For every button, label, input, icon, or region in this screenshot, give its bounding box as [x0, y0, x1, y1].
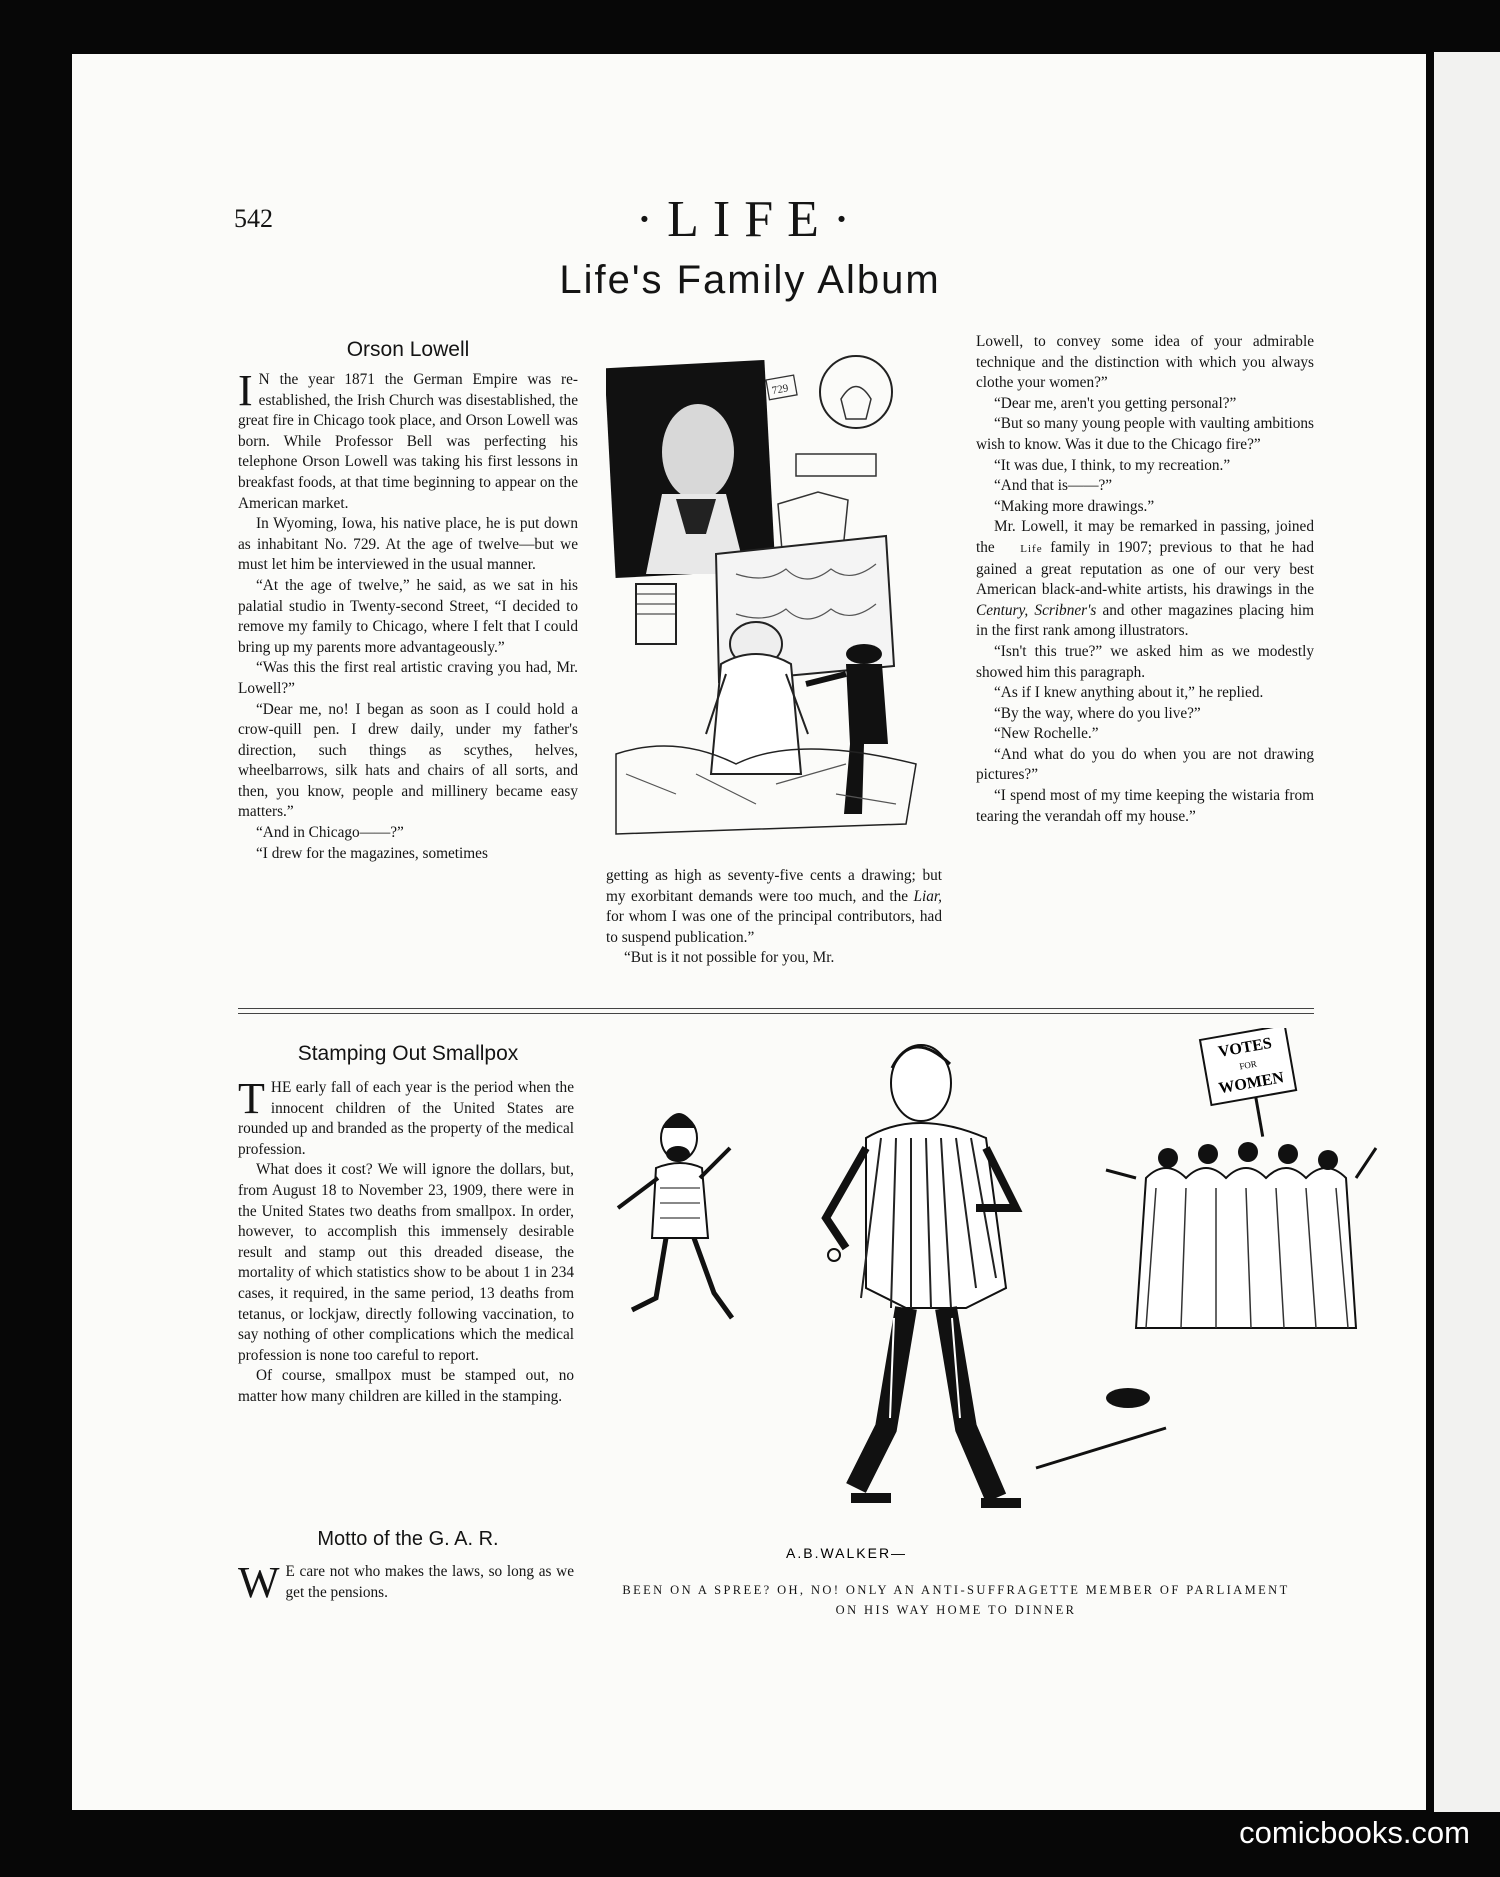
paragraph: E care not who makes the laws, so long as we get the pensions.: [285, 1563, 574, 1601]
article1-column3: [976, 332, 1314, 827]
paragraph: “By the way, where do you live?”: [994, 704, 1201, 722]
paragraph: “Dear me, no! I began as soon as I could hold a crow-quill pen. I drew daily, under my father's direction, such things as scythes, helves, wheelbarrows, silk hats and chairs of all sorts, and then, you know, people and millinery became easy matters.”: [238, 700, 578, 821]
lowell-portrait-illustration: [606, 354, 926, 844]
paragraph: “Dear me, aren't you getting personal?”: [994, 394, 1237, 412]
paragraph: “But is it not possible for you, Mr.: [624, 949, 835, 967]
paragraph: HE early fall of each year is the period when the innocent children of the United States are rounded up and branded as the property of the medical profession.: [238, 1079, 574, 1158]
paragraph: “At the age of twelve,” he said, as we sat in his palatial studio in Twenty-second Street, “I decided to remove my family to Chicago, where I felt that I could bring up my parents more advantageously.”: [238, 576, 578, 656]
masthead: ·LIFE·: [635, 191, 865, 248]
department-title: Life's Family Album: [559, 258, 941, 302]
paragraph: What does it cost? We will ignore the dollars, but, from August 18 to November 23, 1909, there were in the United States two deaths from smallpox. In order, however, to accomplish this immensely desirable result and stamp out this dreaded disease, the mortality of which statistics show to be about 1 in 234 cases, it required, in the same period, 13 deaths from tetanus, or lockjaw, directly following vaccination, to say nothing of other complications which the medical profession is none too careful to report.: [238, 1161, 574, 1364]
paragraph: “And what do you do when you are not drawing pictures?”: [976, 745, 1314, 784]
staggering-man-figure: [826, 1045, 1166, 1503]
italic-title: Liar,: [913, 887, 942, 905]
paragraph: family in 1907; previous to that he had gained a great reputation as one of our very best American black-and-white artists, his drawings in the: [976, 538, 1314, 599]
sign-women: WOMEN: [1217, 1069, 1286, 1098]
paragraph: Mr. Lowell, it may be remarked in passing, joined the: [976, 518, 1314, 556]
article-heading-orson-lowell: Orson Lowell: [346, 338, 470, 361]
paragraph: “I drew for the magazines, sometimes: [256, 844, 488, 862]
paragraph: “Was this the first real artistic craving you had, Mr. Lowell?”: [238, 659, 578, 697]
illustration-number: 729: [770, 382, 790, 398]
section-divider: [238, 1013, 1314, 1014]
paragraph: N the year 1871 the German Empire was re-established, the Irish Church was disestablished, the great fire in Chicago took place, and Orson Lowell was born. While Professor Bell was perfecting his telephone Orson Lowell was taking his first lessons in breakfast foods, at that time beginning to appear on the American market.: [238, 371, 578, 512]
paragraph: Of course, smallpox must be stamped out, no matter how many children are killed in the stamping.: [238, 1367, 574, 1405]
sign-for: FOR: [1238, 1058, 1258, 1072]
paragraph: Lowell, to convey some idea of your admirable technique and the distinction with which you always clothe your women?”: [976, 333, 1314, 392]
small-caps-life: Life: [1020, 542, 1043, 555]
paragraph: “And that is——?”: [994, 477, 1113, 495]
artist-signature: A.B.WALKER—: [786, 1545, 908, 1558]
section-divider: [238, 1008, 1314, 1009]
adjacent-page-edge: [1434, 52, 1500, 1812]
paragraph: “It was due, I think, to my recreation.”: [994, 456, 1231, 474]
article-heading-motto: Motto of the G. A. R.: [317, 1528, 499, 1550]
cartoon-caption: [596, 1580, 1316, 1620]
sign-votes: VOTES: [1217, 1034, 1274, 1061]
anti-suffragette-cartoon: [596, 1028, 1386, 1558]
suffragettes-group: [1106, 1028, 1376, 1328]
drop-cap: T: [238, 1074, 265, 1123]
paragraph: for whom I was one of the principal contributors, had to suspend publication.”: [606, 908, 942, 946]
paragraph: “New Rochelle.”: [994, 725, 1099, 743]
article-heading-smallpox: Stamping Out Smallpox: [297, 1042, 519, 1065]
drop-cap: W: [238, 1558, 280, 1607]
article3-body: [238, 1558, 574, 1607]
article1-column2: [606, 866, 942, 969]
paragraph: “Isn't this true?” we asked him as we modestly showed him this paragraph.: [976, 642, 1314, 681]
paragraph: “And in Chicago——?”: [256, 824, 404, 842]
caption-line: ON HIS WAY HOME TO DINNER: [835, 1603, 1077, 1617]
caption-line: BEEN ON A SPREE? OH, NO! ONLY AN ANTI-SUFFRAGETTE MEMBER OF PARLIAMENT: [622, 1583, 1290, 1597]
paragraph: “But so many young people with vaulting ambitions wish to know. Was it due to the Chicago fire?”: [976, 415, 1314, 453]
italic-title: Century, Scribner's: [976, 601, 1097, 619]
paragraph: In Wyoming, Iowa, his native place, he is put down as inhabitant No. 729. At the age of twelve—but we must let him be interviewed in the usual manner.: [238, 515, 578, 574]
policeman-figure: [618, 1113, 732, 1318]
paragraph: and other magazines placing him in the first rank among illustrators.: [976, 601, 1314, 640]
paragraph: getting as high as seventy-five cents a drawing; but my exorbitant demands were too much, and the: [606, 867, 942, 905]
paragraph: “Making more drawings.”: [994, 497, 1155, 515]
paragraph: “As if I knew anything about it,” he replied.: [994, 684, 1264, 702]
drop-cap: I: [238, 366, 253, 415]
article2-body: [238, 1074, 574, 1408]
article1-column1: [238, 366, 578, 864]
site-watermark: comicbooks.com: [1239, 1815, 1470, 1850]
paragraph: “I spend most of my time keeping the wistaria from tearing the verandah off my house.”: [976, 787, 1314, 825]
page-number: 542: [234, 204, 273, 233]
